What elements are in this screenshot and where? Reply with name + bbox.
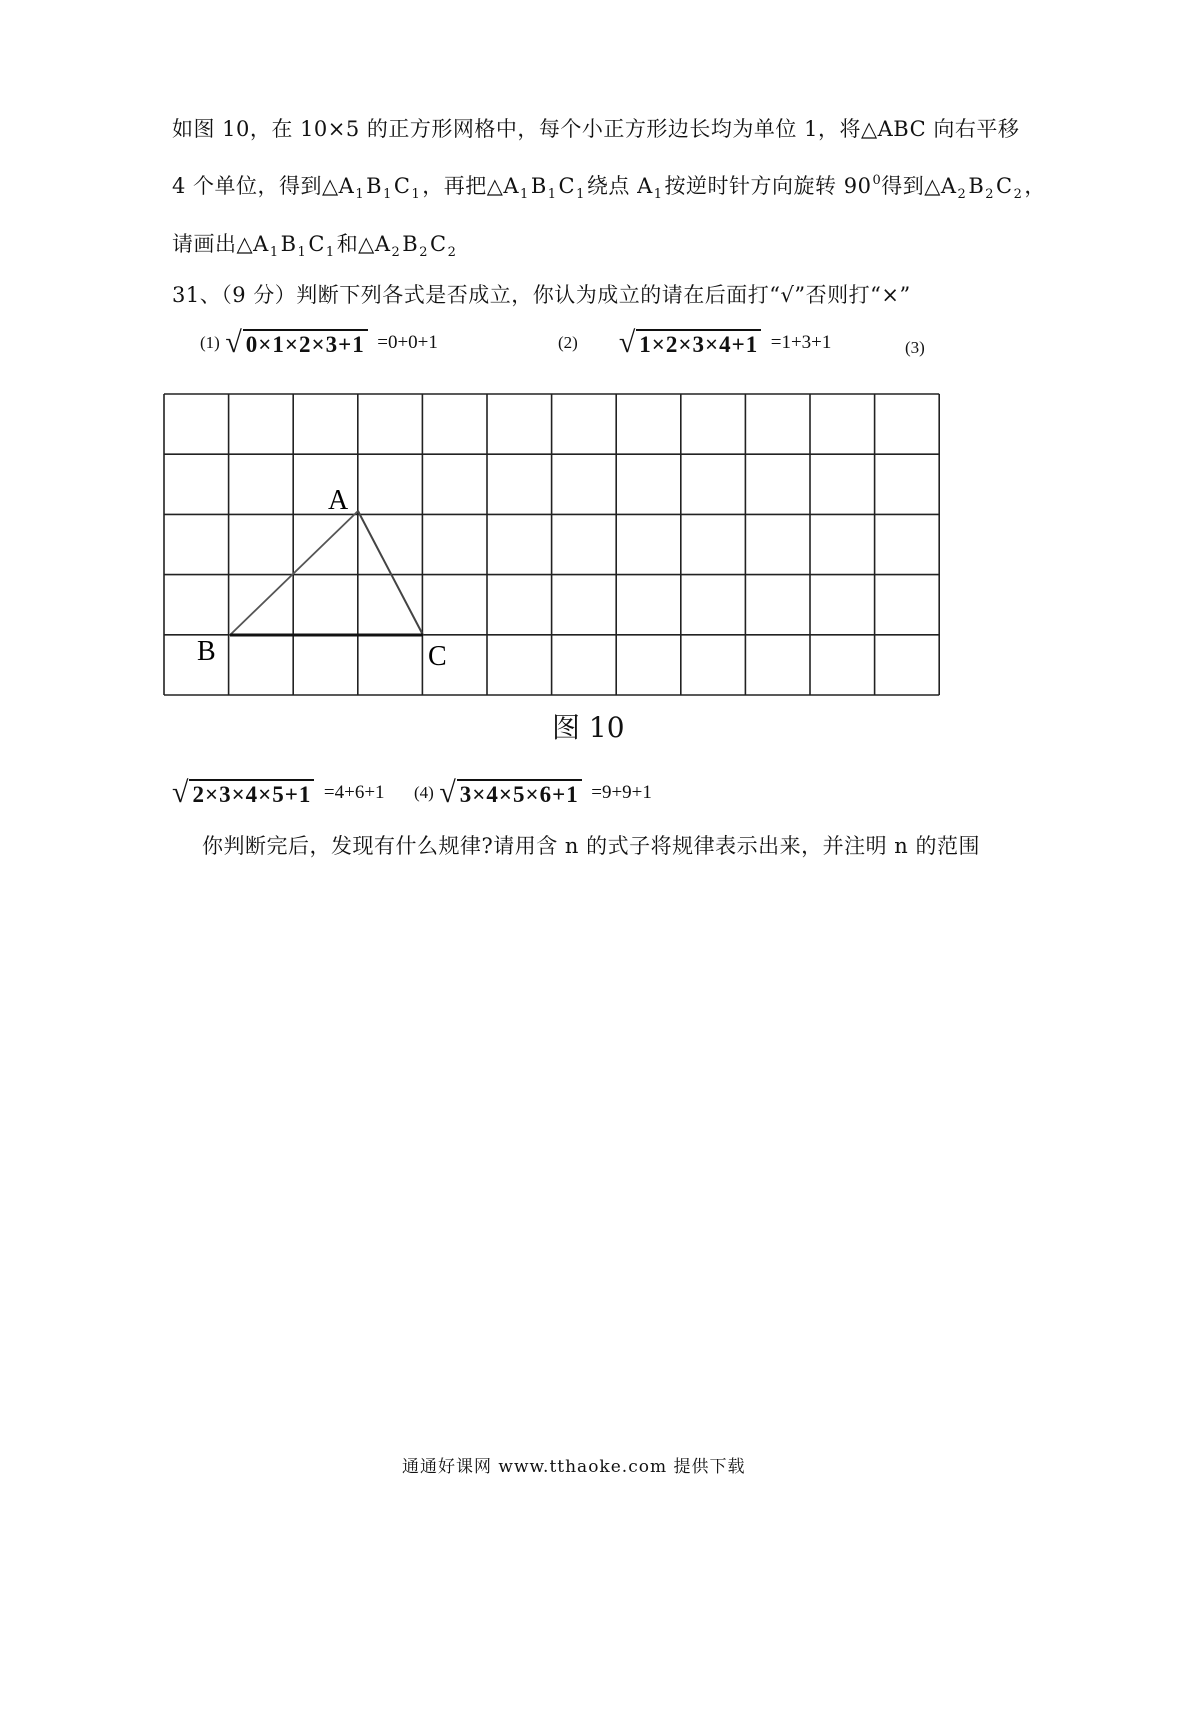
text-run: 绕点 A — [586, 174, 653, 198]
equation-4 — [414, 775, 652, 809]
footer-credit: 通通好课网 www.tthaoke.com 提供下载 — [402, 1457, 746, 1477]
text-run: B — [280, 232, 297, 256]
subscript: 1 — [355, 187, 365, 202]
subscript: 2 — [957, 187, 967, 202]
subscript: 2 — [985, 187, 995, 202]
text-run: 4 个单位，得到△A — [172, 174, 355, 198]
radical-sign: √ — [618, 325, 636, 359]
subscript: 2 — [447, 245, 457, 260]
subscript: 1 — [325, 245, 335, 260]
radical-sign: √ — [225, 325, 242, 359]
square-root — [172, 775, 314, 809]
text-run: 和△A — [336, 232, 391, 256]
point-c-label: C — [428, 641, 447, 672]
text-run: 按逆时针方向旋转 90 — [664, 174, 872, 198]
radical-sign: √ — [172, 775, 189, 809]
equation-label: (4) — [414, 782, 434, 802]
subscript: 1 — [653, 187, 663, 202]
equation-label: (2) — [558, 332, 578, 352]
text-run: ，再把△A — [422, 174, 520, 198]
text-run: C — [393, 174, 411, 198]
point-b-label: B — [197, 636, 216, 667]
text-run: B — [968, 174, 985, 198]
point-a-label: A — [328, 485, 349, 516]
text-run: B — [402, 232, 419, 256]
equation-3 — [172, 775, 385, 809]
text-run: ， — [1024, 174, 1046, 198]
subscript: 1 — [383, 187, 392, 202]
subscript: 2 — [419, 245, 429, 260]
superscript: 0 — [872, 173, 882, 188]
text-run: C — [430, 232, 447, 256]
radical-sign: √ — [439, 775, 456, 809]
problem31-question: 你判断完后，发现有什么规律?请用含 n 的式子将规律表示出来，并注明 n 的范围 — [202, 834, 981, 858]
subscript: 2 — [391, 245, 401, 260]
problem31-heading: 31、（9 分）判断下列各式是否成立，你认为成立的请在后面打“√”否则打“×” — [172, 283, 911, 307]
text-run: B — [366, 174, 383, 198]
text-run: 请画出△A — [172, 232, 269, 256]
subscript: 1 — [520, 187, 529, 202]
equation-rhs: =1+3+1 — [770, 331, 832, 353]
subscript: 1 — [411, 187, 421, 202]
text-run: C — [996, 174, 1013, 198]
radicand: 0×1×2×3+1 — [243, 329, 368, 357]
problem30-line1: 如图 10，在 10×5 的正方形网格中，每个小正方形边长均为单位 1，将△ABC 向右平移 — [172, 117, 1020, 141]
text-run: C — [308, 232, 325, 256]
equation-label: (1) — [200, 332, 220, 352]
text-run: C — [558, 174, 576, 198]
equation-rhs: =4+6+1 — [323, 781, 385, 803]
subscript: 1 — [297, 245, 307, 260]
square-root — [439, 775, 581, 809]
radicand: 1×2×3×4+1 — [636, 329, 761, 357]
figure-caption: 图 10 — [552, 711, 625, 744]
radicand: 2×3×4×5+1 — [189, 779, 314, 807]
radicand: 3×4×5×6+1 — [457, 779, 582, 807]
subscript: 1 — [269, 245, 279, 260]
equation-label: (3) — [905, 337, 925, 357]
equation-rhs: =9+9+1 — [591, 781, 652, 803]
segment-ac — [358, 511, 423, 635]
text-run: B — [530, 174, 547, 198]
text-run: 得到△A — [881, 174, 957, 198]
subscript: 1 — [576, 187, 585, 202]
grid — [164, 394, 939, 695]
subscript: 2 — [1013, 187, 1023, 202]
subscript: 1 — [547, 187, 557, 202]
equation-rhs: =0+0+1 — [377, 331, 438, 353]
figure-10 — [0, 0, 1199, 760]
